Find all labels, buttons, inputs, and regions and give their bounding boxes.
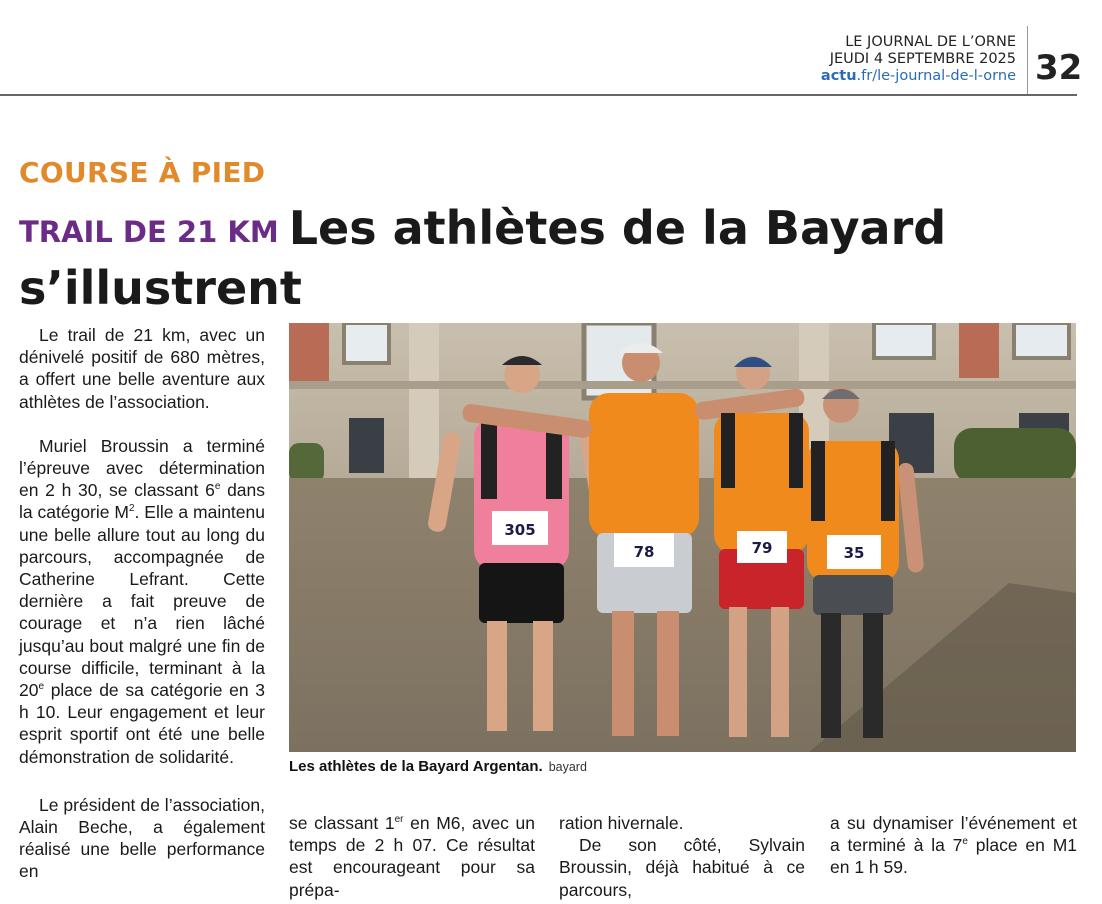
article-column-1 <box>19 324 265 883</box>
article-photo <box>289 323 1076 752</box>
issue-date: JEUDI 4 SEPTEMBRE 2025 <box>829 51 1016 67</box>
headline-title: Les athlètes de la Bayard s’illustrent <box>19 201 947 315</box>
url-path: .fr/le-journal-de-l-orne <box>856 68 1016 84</box>
paper-name: LE JOURNAL DE L’ORNE <box>845 34 1016 50</box>
paragraph-1: Le trail de 21 km, avec un dénivelé positif de 680 mètres, a offert une belle aventure aux athlètes de l’association. <box>19 325 265 412</box>
bib-number-3: 79 <box>751 539 773 557</box>
article-column-3 <box>559 812 805 901</box>
paragraph-3: Le président de l’association, Alain Beche, a également réalisé une belle performance en <box>19 794 265 882</box>
article-column-4 <box>830 812 1077 879</box>
page-number: 32 <box>1035 48 1083 88</box>
bib-number-1: 305 <box>504 521 536 539</box>
headline-kicker: TRAIL DE 21 KM <box>19 215 279 249</box>
masthead-rule <box>0 94 1077 96</box>
paragraph-2: Muriel Broussin a terminé l’épreuve avec détermination en 2 h 30, se classant 6e dans la catégorie $M^2$. Elle a maintenu une belle allure tout au long du parcours, accompagnée de Catherine Lefrant. Cette dernière a fait preuve de courage et n’a rien lâché jusqu’au bout malgré une fin de course difficile, terminant à la 20e place de sa catégorie en 3 h 10. Leur engagement et leur esprit sportif ont été une belle démonstration de solidarité. <box>19 435 266 767</box>
article-headline <box>19 200 1079 316</box>
paragraph-5a: ration hivernale. <box>559 813 684 833</box>
masthead-info <box>821 34 1016 85</box>
section-rubric: COURSE À PIED <box>19 156 266 189</box>
paragraph-5b: De son côté, Sylvain Broussin, déjà habitué à ce parcours, <box>559 835 805 900</box>
bib-number-2: 78 <box>633 543 655 561</box>
caption-text: Les athlètes de la Bayard Argentan. <box>289 758 543 775</box>
url-domain: actu <box>820 68 857 84</box>
website-link[interactable] <box>821 68 1016 85</box>
bib-number-4: 35 <box>843 544 865 562</box>
masthead-separator <box>1027 26 1028 94</box>
paragraph-6: a su dynamiser l’événement et a terminé à la 7e place en M1 en 1 h 59. <box>830 813 1077 878</box>
athletes-photo-illustration <box>289 323 1076 752</box>
masthead <box>0 0 1102 96</box>
photo-caption <box>289 758 587 775</box>
article-column-2 <box>289 812 535 901</box>
paragraph-4: se classant 1er en M6, avec un temps de 2 h 07. Ce résultat est encourageant pour sa prépa- <box>289 813 535 900</box>
photo-credit: bayard <box>548 760 587 774</box>
